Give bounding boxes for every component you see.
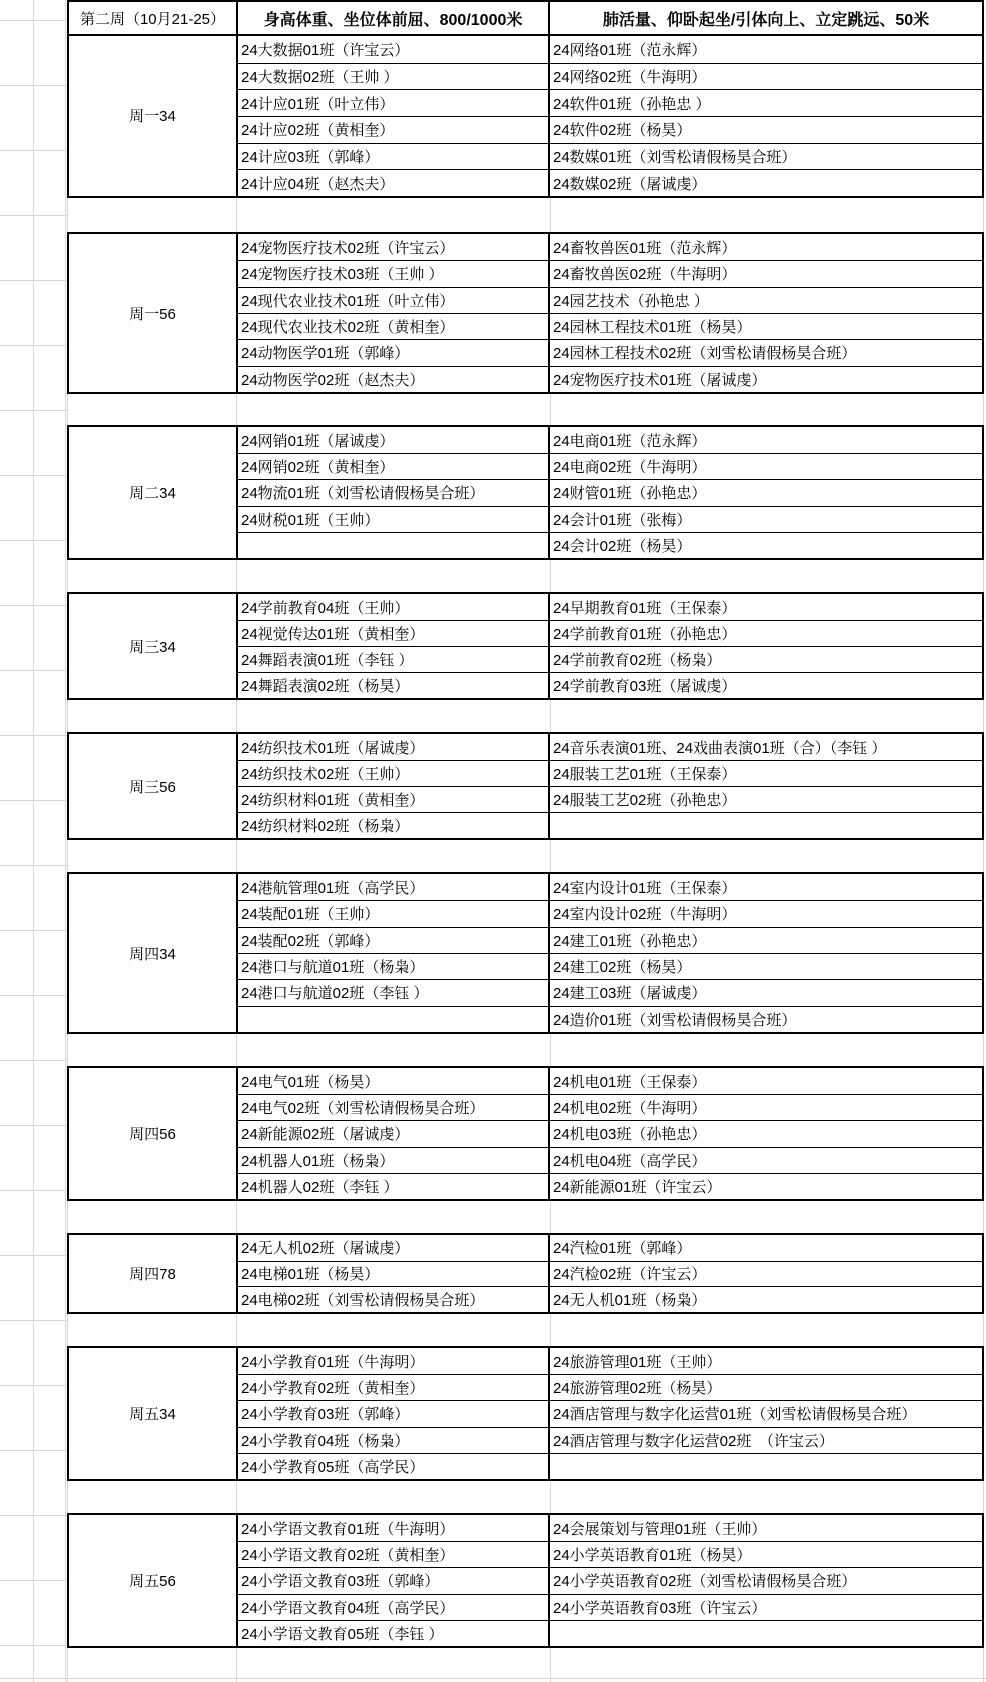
sheet-gridline xyxy=(0,1450,67,1451)
class-cell-left[interactable]: 24无人机02班（屠诚虔） xyxy=(236,1235,548,1261)
class-cell-right[interactable]: 24新能源01班（许宝云） xyxy=(548,1173,982,1199)
class-cell-right[interactable]: 24数媒02班（屠诚虔） xyxy=(548,169,982,196)
class-cell-right[interactable]: 24畜牧兽医02班（牛海明） xyxy=(548,260,982,286)
schedule-group xyxy=(67,36,984,198)
class-cell-right[interactable]: 24小学英语教育02班（刘雪松请假杨昊合班） xyxy=(548,1567,982,1593)
class-cell-left[interactable]: 24宠物医疗技术03班（王帅 ） xyxy=(236,260,548,286)
class-cell-right[interactable]: 24会展策划与管理01班（王帅） xyxy=(548,1515,982,1541)
class-cell-left[interactable]: 24机器人02班（李钰 ） xyxy=(236,1173,548,1199)
schedule-group xyxy=(67,1233,984,1314)
class-cell-right[interactable]: 24学前教育02班（杨枭） xyxy=(548,646,982,672)
class-cell-left[interactable]: 24动物医学02班（赵杰夫） xyxy=(236,366,548,392)
class-cell-left[interactable]: 24计应01班（叶立伟） xyxy=(236,89,548,116)
class-cell-left[interactable]: 24大数据02班（王帅 ） xyxy=(236,63,548,90)
sheet-gridline xyxy=(0,85,67,86)
sheet-gridline xyxy=(0,345,67,346)
class-cell-right[interactable]: 24建工01班（孙艳忠） xyxy=(548,927,982,953)
class-cell-right[interactable]: 24宠物医疗技术01班（屠诚虔） xyxy=(548,366,982,392)
class-cell-left[interactable]: 24港口与航道01班（杨枭） xyxy=(236,953,548,979)
class-cell-left[interactable]: 24小学教育02班（黄相奎） xyxy=(236,1374,548,1400)
class-cell-left[interactable]: 24纺织技术01班（屠诚虔） xyxy=(236,734,548,760)
week-session-label[interactable]: 周二34 xyxy=(129,485,176,502)
class-cell-right[interactable]: 24数媒01班（刘雪松请假杨昊合班） xyxy=(548,143,982,170)
week-session-label[interactable]: 周三34 xyxy=(129,638,176,656)
sheet-gridline xyxy=(0,735,67,736)
class-cell-left[interactable]: 24小学教育05班（高学民） xyxy=(236,1453,548,1479)
class-cell-left[interactable]: 24现代农业技术01班（叶立伟） xyxy=(236,287,548,313)
class-cell-right[interactable]: 24机电01班（王保泰） xyxy=(548,1068,982,1094)
class-cell-right[interactable]: 24会计02班（杨昊） xyxy=(548,532,982,558)
class-cell-right[interactable]: 24电商02班（牛海明） xyxy=(548,453,982,479)
class-cell-right[interactable]: 24服装工艺02班（孙艳忠） xyxy=(548,786,982,812)
schedule-group xyxy=(67,425,984,560)
class-cell-left[interactable]: 24纺织材料01班（黄相奎） xyxy=(236,786,548,812)
sheet-gridline xyxy=(0,20,67,21)
class-cell-right[interactable] xyxy=(548,1453,982,1479)
header-col1-cell[interactable]: 身高体重、坐位体前屈、800/1000米 xyxy=(236,2,548,34)
class-cell-left[interactable]: 24电梯02班（刘雪松请假杨昊合班） xyxy=(236,1286,548,1312)
class-cell-left[interactable]: 24计应04班（赵杰夫） xyxy=(236,169,548,196)
class-cell-right[interactable]: 24汽检02班（许宝云） xyxy=(548,1261,982,1287)
class-cell-left[interactable]: 24网销02班（黄相奎） xyxy=(236,453,548,479)
class-cell-left[interactable]: 24计应03班（郭峰） xyxy=(236,143,548,170)
class-cell-left[interactable]: 24宠物医疗技术02班（许宝云） xyxy=(236,234,548,260)
schedule-group xyxy=(67,232,984,394)
class-cell-left[interactable]: 24小学语文教育05班（李钰 ） xyxy=(236,1620,548,1646)
class-cell-right[interactable]: 24畜牧兽医01班（范永辉） xyxy=(548,234,982,260)
class-cell-right[interactable]: 24园林工程技术01班（杨昊） xyxy=(548,313,982,339)
schedule-group xyxy=(67,1346,984,1481)
class-cell-left[interactable]: 24舞蹈表演01班（李钰 ） xyxy=(236,646,548,672)
class-cell-right[interactable]: 24早期教育01班（王保泰） xyxy=(548,594,982,620)
class-cell-left[interactable]: 24小学语文教育01班（牛海明） xyxy=(236,1515,548,1541)
class-cell-left[interactable]: 24港口与航道02班（李钰 ） xyxy=(236,979,548,1005)
schedule-group xyxy=(67,1513,984,1648)
class-cell-left[interactable]: 24机器人01班（杨枭） xyxy=(236,1147,548,1173)
week-session-label[interactable]: 周四56 xyxy=(129,1126,176,1143)
class-cell-right[interactable]: 24会计01班（张梅） xyxy=(548,506,982,532)
sheet-gridline xyxy=(0,215,67,216)
sheet-gridline xyxy=(0,1645,67,1646)
class-cell-left[interactable]: 24视觉传达01班（黄相奎） xyxy=(236,620,548,646)
class-cell-right[interactable]: 24建工03班（屠诚虔） xyxy=(548,979,982,1005)
sheet-gridline xyxy=(0,1580,67,1581)
class-cell-left[interactable]: 24网销01班（屠诚虔） xyxy=(236,427,548,453)
class-cell-right[interactable]: 24旅游管理01班（王帅） xyxy=(548,1348,982,1374)
class-cell-right[interactable]: 24汽检01班（郭峰） xyxy=(548,1235,982,1261)
sheet-gridline xyxy=(33,0,34,1682)
class-cell-right[interactable]: 24财管01班（孙艳忠） xyxy=(548,479,982,505)
class-cell-left[interactable]: 24现代农业技术02班（黄相奎） xyxy=(236,313,548,339)
sheet-gridline xyxy=(0,670,67,671)
class-cell-right[interactable]: 24机电04班（高学民） xyxy=(548,1147,982,1173)
class-cell-right[interactable] xyxy=(548,812,982,838)
class-cell-right[interactable]: 24网络02班（牛海明） xyxy=(548,63,982,90)
sheet-gridline xyxy=(0,865,67,866)
class-cell-left[interactable]: 24小学语文教育04班（高学民） xyxy=(236,1594,548,1620)
sheet-gridline xyxy=(0,930,67,931)
class-cell-right[interactable]: 24小学英语教育01班（杨昊） xyxy=(548,1541,982,1567)
class-cell-left[interactable]: 24物流01班（刘雪松请假杨昊合班） xyxy=(236,479,548,505)
sheet-gridline xyxy=(0,280,67,281)
sheet-gridline xyxy=(0,150,67,151)
sheet-gridline xyxy=(0,1320,67,1321)
class-cell-left[interactable]: 24电梯01班（杨昊） xyxy=(236,1261,548,1287)
class-cell-right[interactable]: 24机电02班（牛海明） xyxy=(548,1094,982,1120)
class-cell-right[interactable]: 24软件01班（孙艳忠 ） xyxy=(548,89,982,116)
class-cell-left[interactable]: 24小学教育03班（郭峰） xyxy=(236,1400,548,1426)
schedule-group xyxy=(67,732,984,840)
class-cell-right[interactable]: 24学前教育03班（屠诚虔） xyxy=(548,672,982,698)
class-cell-right[interactable]: 24酒店管理与数字化运营01班（刘雪松请假杨昊合班） xyxy=(548,1400,982,1426)
class-cell-left[interactable]: 24舞蹈表演02班（杨昊） xyxy=(236,672,548,698)
schedule-group xyxy=(67,1066,984,1201)
week-session-label[interactable]: 周四34 xyxy=(129,945,176,963)
class-cell-left[interactable]: 24小学教育01班（牛海明） xyxy=(236,1348,548,1374)
week-session-label[interactable]: 周一56 xyxy=(129,305,176,323)
class-cell-left[interactable]: 24电气01班（杨昊） xyxy=(236,1068,548,1094)
class-cell-right[interactable]: 24建工02班（杨昊） xyxy=(548,953,982,979)
schedule-group xyxy=(67,872,984,1034)
class-cell-right[interactable]: 24园林工程技术02班（刘雪松请假杨昊合班） xyxy=(548,339,982,365)
week-session-label[interactable]: 周五34 xyxy=(129,1406,176,1423)
class-cell-right[interactable]: 24园艺技术（孙艳忠 ） xyxy=(548,287,982,313)
class-cell-right[interactable]: 24软件02班（杨昊） xyxy=(548,116,982,143)
class-cell-left[interactable]: 24小学语文教育02班（黄相奎） xyxy=(236,1541,548,1567)
class-cell-left[interactable]: 24装配01班（王帅） xyxy=(236,900,548,926)
class-cell-left[interactable]: 24电气02班（刘雪松请假杨昊合班） xyxy=(236,1094,548,1120)
week-session-label[interactable]: 周五56 xyxy=(129,1573,176,1590)
class-cell-left[interactable] xyxy=(236,1006,548,1032)
sheet-gridline xyxy=(65,0,66,1682)
class-cell-left[interactable]: 24财税01班（王帅） xyxy=(236,506,548,532)
sheet-gridline xyxy=(0,1125,67,1126)
schedule-group xyxy=(67,592,984,700)
week-session-label[interactable]: 周三56 xyxy=(129,778,176,796)
sheet-gridline xyxy=(0,540,67,541)
class-cell-left[interactable]: 24大数据01班（许宝云） xyxy=(236,36,548,63)
class-cell-right[interactable]: 24室内设计01班（王保泰） xyxy=(548,874,982,900)
class-cell-right[interactable]: 24服装工艺01班（王保泰） xyxy=(548,760,982,786)
class-cell-left[interactable]: 24小学语文教育03班（郭峰） xyxy=(236,1567,548,1593)
class-cell-left[interactable]: 24动物医学01班（郭峰） xyxy=(236,339,548,365)
table-header-row xyxy=(67,0,984,36)
class-cell-left[interactable]: 24纺织材料02班（杨枭） xyxy=(236,812,548,838)
sheet-gridline xyxy=(0,1190,67,1191)
class-cell-right[interactable]: 24电商01班（范永辉） xyxy=(548,427,982,453)
header-col2-cell[interactable]: 肺活量、仰卧起坐/引体向上、立定跳远、50米 xyxy=(548,2,982,34)
sheet-gridline xyxy=(0,605,67,606)
sheet-gridline xyxy=(0,995,67,996)
sheet-gridline xyxy=(0,800,67,801)
sheet-gridline xyxy=(0,1255,67,1256)
class-cell-right[interactable]: 24小学英语教育03班（许宝云） xyxy=(548,1594,982,1620)
class-cell-right[interactable]: 24酒店管理与数字化运营02班 （许宝云） xyxy=(548,1427,982,1453)
class-cell-left[interactable]: 24新能源02班（屠诚虔） xyxy=(236,1120,548,1146)
week-session-label[interactable]: 周四78 xyxy=(129,1265,176,1283)
class-cell-left[interactable]: 24计应02班（黄相奎） xyxy=(236,116,548,143)
class-cell-right[interactable]: 24室内设计02班（牛海明） xyxy=(548,900,982,926)
sheet-gridline xyxy=(0,475,67,476)
class-cell-right[interactable] xyxy=(548,1620,982,1646)
sheet-gridline xyxy=(0,1060,67,1061)
class-cell-right[interactable]: 24造价01班（刘雪松请假杨昊合班） xyxy=(548,1006,982,1032)
class-cell-right[interactable]: 24无人机01班（杨枭） xyxy=(548,1286,982,1312)
header-week-cell[interactable]: 第二周（10月21-25） xyxy=(79,10,226,28)
sheet-gridline xyxy=(0,1678,986,1679)
class-cell-left[interactable]: 24学前教育04班（王帅） xyxy=(236,594,548,620)
sheet-gridline xyxy=(0,410,67,411)
class-cell-right[interactable]: 24网络01班（范永辉） xyxy=(548,36,982,63)
sheet-gridline xyxy=(0,1515,67,1516)
class-cell-right[interactable]: 24机电03班（孙艳忠） xyxy=(548,1120,982,1146)
sheet-gridline xyxy=(0,1385,67,1386)
class-cell-right[interactable]: 24旅游管理02班（杨昊） xyxy=(548,1374,982,1400)
class-cell-left[interactable]: 24纺织技术02班（王帅） xyxy=(236,760,548,786)
class-cell-left[interactable]: 24装配02班（郭峰） xyxy=(236,927,548,953)
class-cell-left[interactable]: 24港航管理01班（高学民） xyxy=(236,874,548,900)
class-cell-left[interactable]: 24小学教育04班（杨枭） xyxy=(236,1427,548,1453)
class-cell-right[interactable]: 24学前教育01班（孙艳忠） xyxy=(548,620,982,646)
class-cell-left[interactable] xyxy=(236,532,548,558)
week-session-label[interactable]: 周一34 xyxy=(129,108,176,126)
class-cell-right[interactable]: 24音乐表演01班、24戏曲表演01班（合）（李钰 ） xyxy=(548,734,982,760)
